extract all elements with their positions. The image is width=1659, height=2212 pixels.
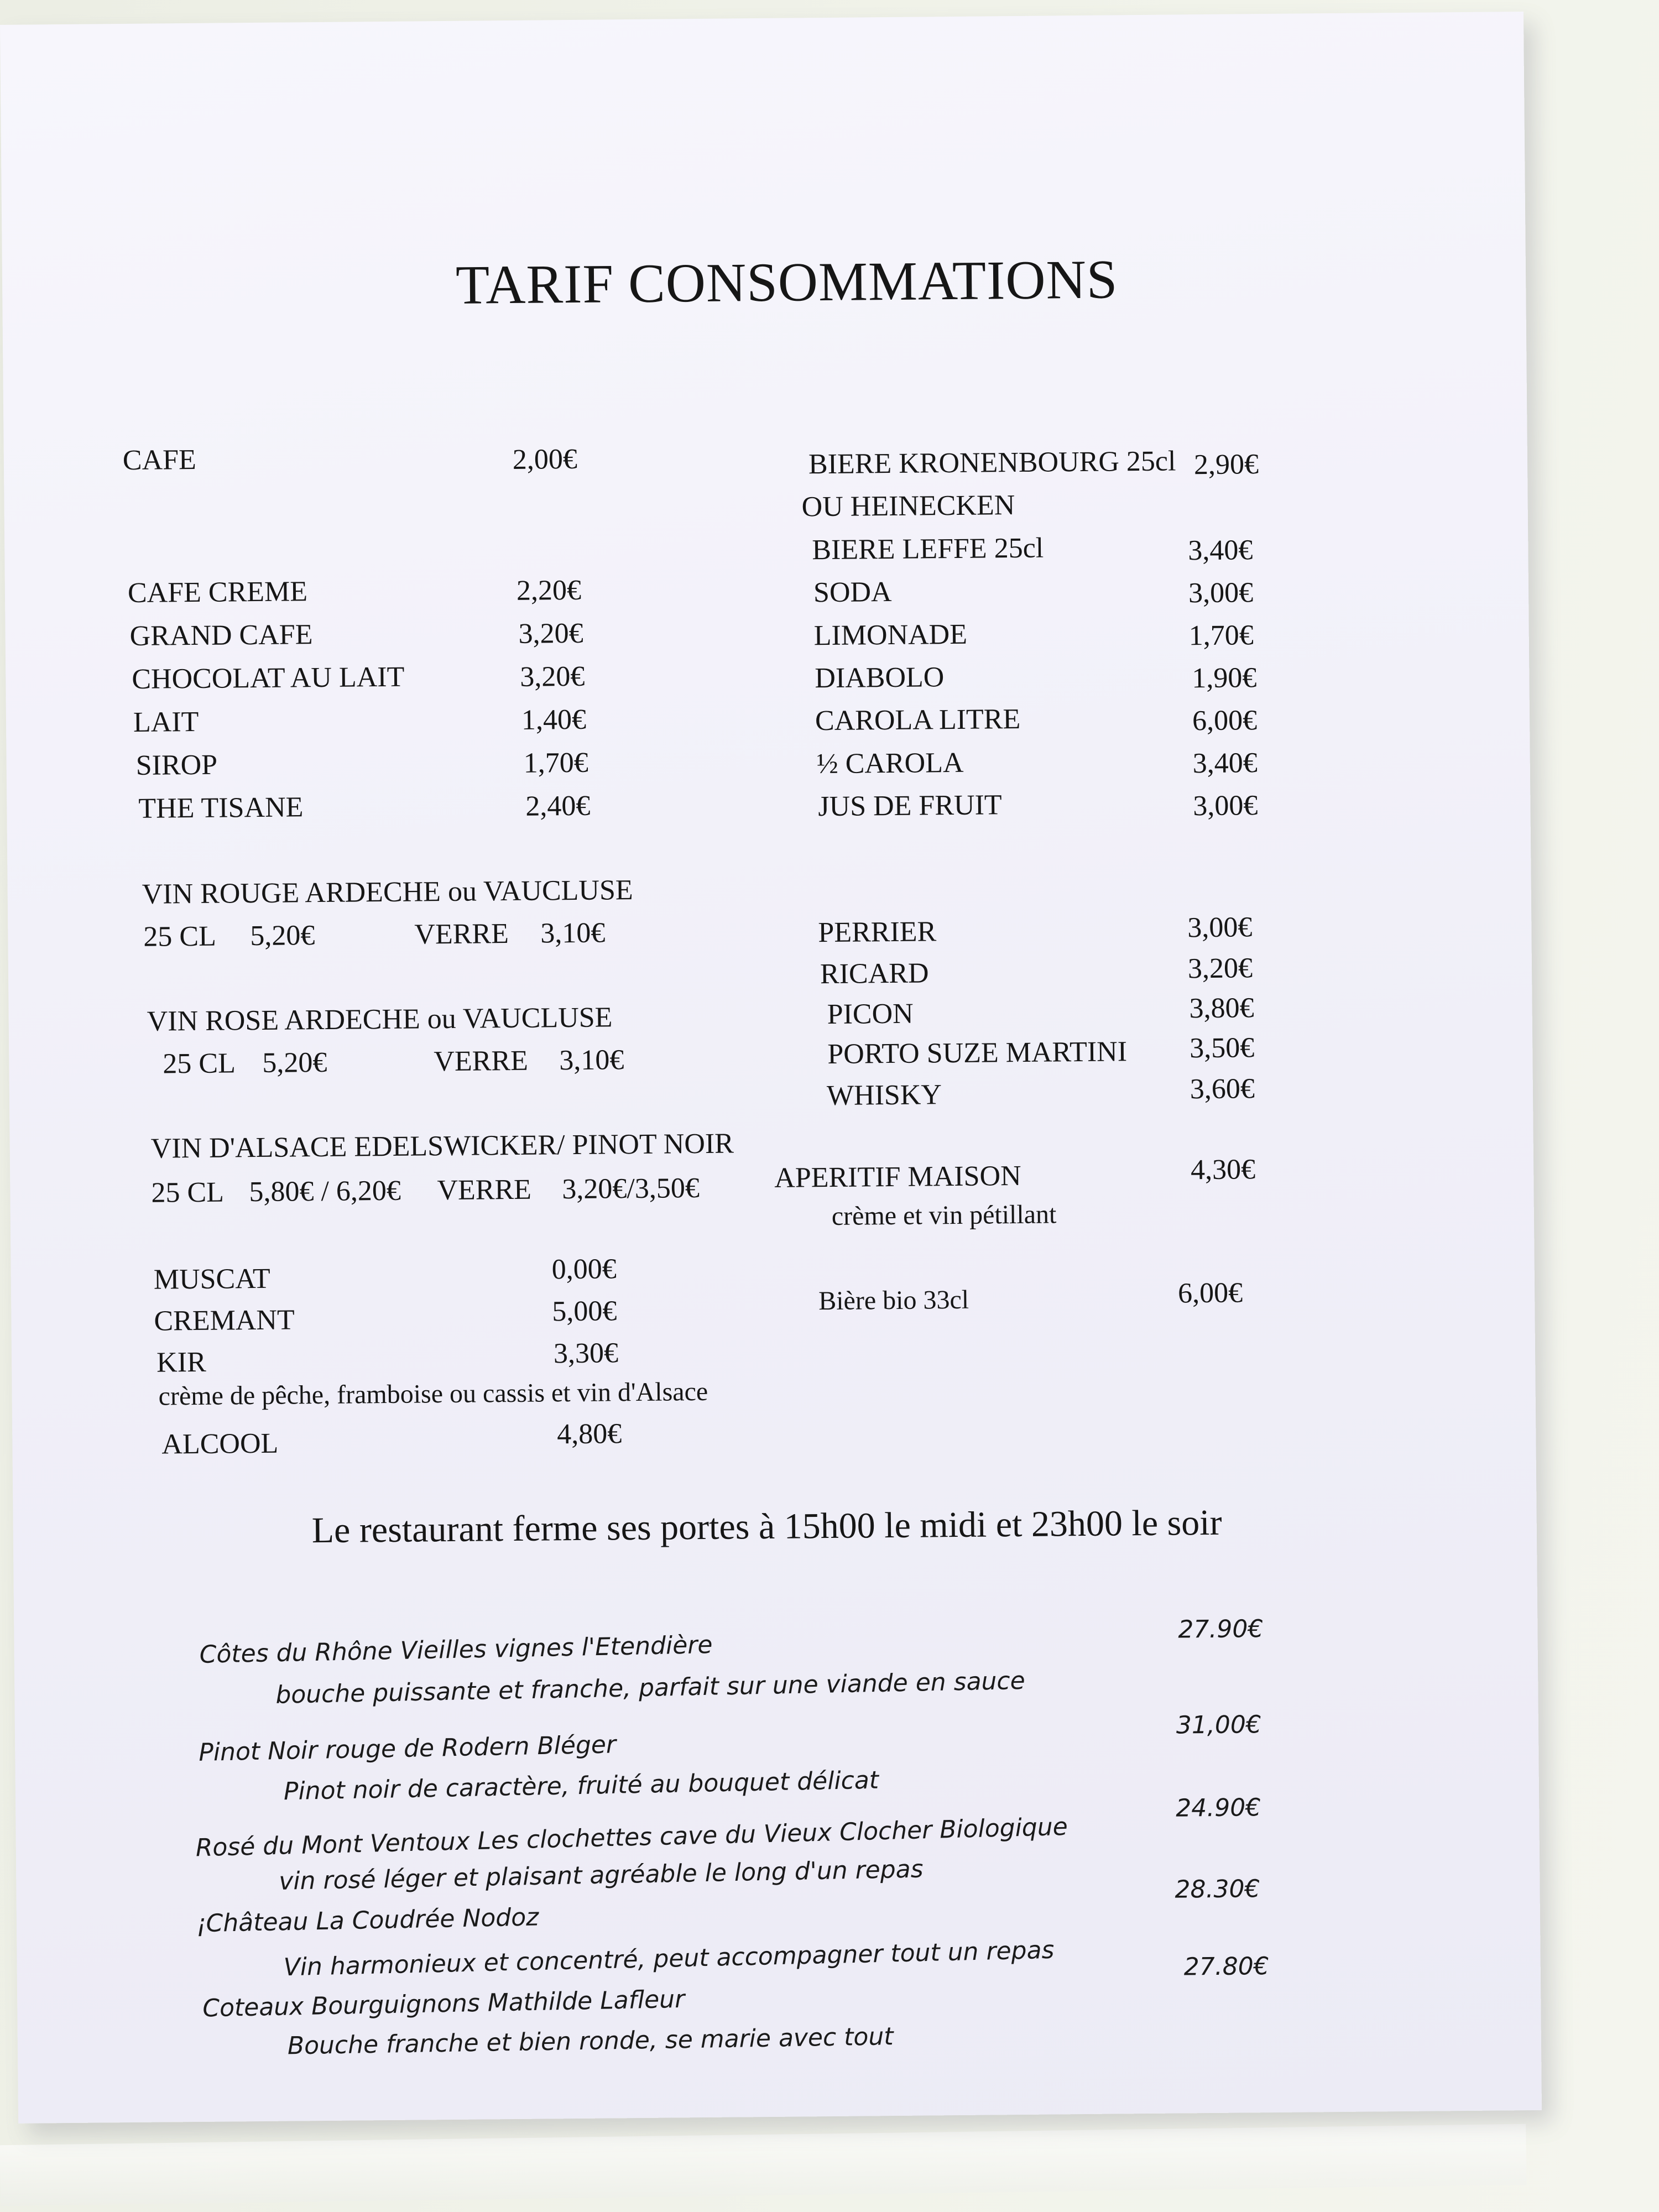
item-price: 3,80€: [1189, 992, 1254, 1025]
item-name: ½ CAROLA: [816, 747, 964, 780]
kir-note: crème de pêche, framboise ou cassis et vin d'Alsace: [158, 1376, 708, 1411]
wine-size-price: 5,20€: [250, 920, 315, 952]
item-name: CHOCOLAT AU LAIT: [132, 661, 405, 695]
wine-size-price: 5,80€ / 6,20€: [249, 1175, 401, 1208]
wine-size-price: 5,20€: [262, 1046, 327, 1079]
wine-description: Vin harmonieux et concentré, peut accompagner tout un repas: [283, 1936, 1055, 1982]
wine-size: 25 CL: [151, 1176, 225, 1209]
item-name: LAIT: [133, 706, 199, 738]
wine-size: 25 CL: [163, 1047, 236, 1080]
wine-description: bouche puissante et franche, parfait sur une viande en sauce: [275, 1666, 1026, 1709]
wine-glass: VERRE: [434, 1045, 529, 1078]
item-price: 3,20€: [520, 660, 585, 693]
paper-edge-below: [0, 2124, 1527, 2206]
item-note: crème et vin pétillant: [831, 1199, 1057, 1231]
item-name: PICON: [827, 998, 914, 1031]
wine-glass-price: 3,20€/3,50€: [562, 1172, 700, 1206]
wine-glass-price: 3,10€: [559, 1044, 624, 1077]
item-name: PERRIER: [818, 916, 937, 949]
wine-title: VIN ROUGE ARDECHE ou VAUCLUSE: [142, 874, 633, 910]
item-price: 5,00€: [552, 1295, 617, 1328]
item-price: 3,00€: [1188, 577, 1254, 609]
menu-sheet: [0, 12, 1542, 2124]
item-price: 4,30€: [1190, 1154, 1256, 1186]
wine-name: Pinot Noir rouge de Rodern Bléger: [198, 1730, 617, 1767]
wine-price: 27.90€: [1178, 1615, 1264, 1644]
item-price: 1,70€: [523, 747, 588, 779]
wine-price: 24.90€: [1176, 1793, 1261, 1823]
item-name: OU HEINECKEN: [801, 489, 1015, 523]
item-price: 2,90€: [1193, 448, 1259, 481]
item-name: THE TISANE: [138, 791, 304, 825]
item-name: APERITIF MAISON: [774, 1160, 1021, 1194]
wine-description: Pinot noir de caractère, fruité au bouquet délicat: [283, 1766, 879, 1806]
wine-glass-price: 3,10€: [540, 917, 606, 950]
item-name: CAFE: [122, 444, 197, 477]
item-name: GRAND CAFE: [129, 619, 313, 652]
item-name: ALCOOL: [161, 1427, 279, 1460]
item-price: 2,00€: [512, 443, 578, 476]
item-name: CAFE CREME: [127, 576, 308, 609]
wine-description: vin rosé léger et plaisant agréable le long d'un repas: [278, 1855, 924, 1896]
wine-name: ¡Château La Coudrée Nodoz: [196, 1903, 539, 1938]
item-price: 3,00€: [1187, 911, 1253, 944]
wine-description: Bouche franche et bien ronde, se marie avec tout: [287, 2022, 894, 2060]
wine-name: Coteaux Bourguignons Mathilde Lafleur: [202, 1985, 685, 2023]
wine-size: 25 CL: [143, 920, 217, 953]
item-name: WHISKY: [826, 1079, 942, 1112]
item-price: 3,50€: [1189, 1032, 1255, 1065]
wine-price: 27.80€: [1183, 1952, 1269, 1981]
item-name: CAROLA LITRE: [815, 703, 1021, 737]
wine-price: 28.30€: [1175, 1875, 1260, 1904]
item-price: 3,20€: [518, 617, 583, 650]
wine-name: Rosé du Mont Ventoux Les clochettes cave du Vieux Clocher Biologique: [195, 1812, 1068, 1863]
item-name: BIERE LEFFE 25cl: [812, 532, 1044, 566]
item-price: 2,40€: [525, 790, 591, 822]
item-price: 1,70€: [1188, 619, 1254, 652]
item-price: 3,20€: [1187, 952, 1253, 985]
wine-price: 31,00€: [1176, 1710, 1262, 1740]
item-name: SIROP: [135, 749, 218, 781]
wine-title: VIN D'ALSACE EDELSWICKER/ PINOT NOIR: [150, 1128, 734, 1165]
item-name: SODA: [813, 576, 892, 609]
item-name: LIMONADE: [813, 618, 968, 652]
item-name: Bière bio 33cl: [818, 1285, 969, 1316]
item-name: PORTO SUZE MARTINI: [827, 1036, 1128, 1071]
item-name: DIABOLO: [815, 661, 945, 695]
closing-hours-notice: Le restaurant ferme ses portes à 15h00 le midi et 23h00 le soir: [311, 1502, 1222, 1551]
item-price: 1,90€: [1192, 662, 1257, 695]
item-name: JUS DE FRUIT: [818, 789, 1002, 823]
item-price: 6,00€: [1192, 705, 1258, 737]
item-price: 1,40€: [521, 703, 587, 736]
wine-title: VIN ROSE ARDECHE ou VAUCLUSE: [147, 1001, 613, 1037]
item-price: 3,30€: [553, 1337, 619, 1370]
item-price: 0,00€: [551, 1253, 617, 1286]
item-name: RICARD: [820, 957, 929, 990]
item-name: MUSCAT: [153, 1262, 271, 1296]
item-price: 6,00€: [1177, 1277, 1243, 1310]
item-name: KIR: [156, 1346, 206, 1379]
item-price: 3,40€: [1192, 747, 1258, 780]
item-price: 3,40€: [1188, 534, 1253, 567]
item-price: 3,00€: [1193, 790, 1258, 822]
item-price: 4,80€: [557, 1418, 622, 1451]
item-name: CREMANT: [154, 1304, 295, 1337]
wine-glass: VERRE: [437, 1173, 532, 1207]
menu-title: TARIF CONSOMMATIONS: [455, 248, 1118, 316]
wine-name: Côtes du Rhône Vieilles vignes l'Etendière: [199, 1631, 713, 1669]
item-name: BIERE KRONENBOURG 25cl: [808, 445, 1176, 481]
wine-glass: VERRE: [414, 918, 509, 951]
item-price: 2,20€: [516, 574, 582, 607]
item-price: 3,60€: [1190, 1073, 1255, 1105]
